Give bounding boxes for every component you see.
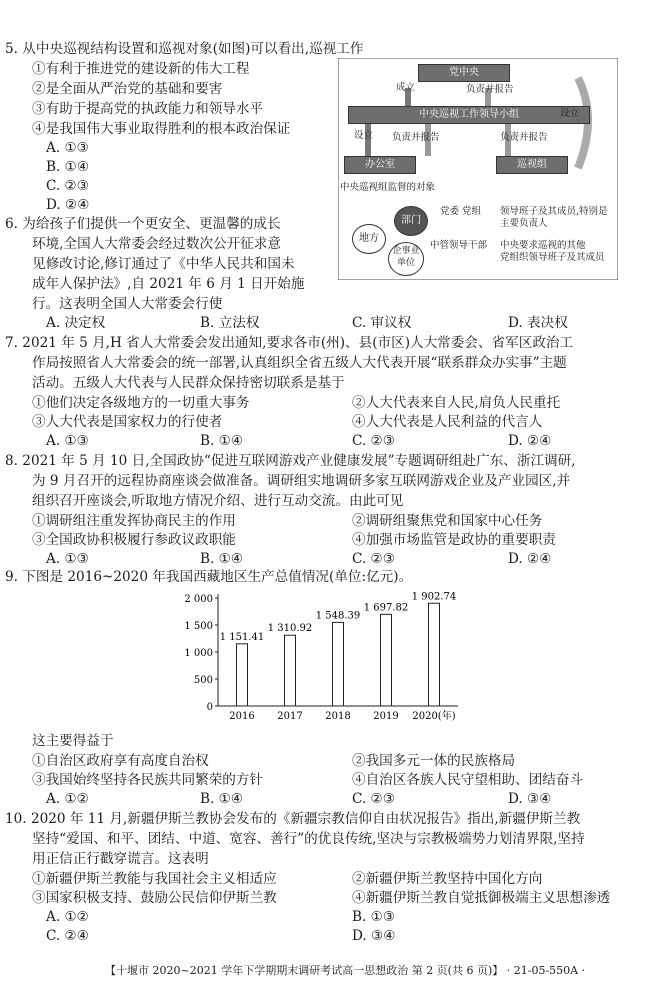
q6-line-2: 环境,全国人大常委会经过数次公开征求意 xyxy=(32,236,282,252)
bar xyxy=(381,614,392,706)
q8-item-4: ④加强市场监管是政协的重要职责 xyxy=(352,532,556,548)
q9-option-b: B. ①④ xyxy=(200,791,244,807)
bar xyxy=(285,635,296,706)
q7-option-d: D. ②④ xyxy=(508,433,552,449)
q8-item-2: ②调研组聚焦党和国家中心任务 xyxy=(352,513,543,529)
q7-item-4: ④人大代表是人民利益的代言人 xyxy=(352,414,543,430)
q10-item-2: ②新疆伊斯兰教坚持中国化方向 xyxy=(352,871,543,887)
party-committee-label: 党委 党组 xyxy=(440,206,482,217)
q8-option-d: D. ②④ xyxy=(508,551,552,567)
q7-option-b: B. ①④ xyxy=(200,433,244,449)
q7-line-3: 活动。五级人大代表与人民群众保持密切联系是基于 xyxy=(32,375,345,391)
label-establish-3: 设立 xyxy=(560,108,580,119)
gdp-bar-chart xyxy=(178,586,478,726)
q9-after: 这主要得益于 xyxy=(32,733,114,749)
local-circle: 地方 xyxy=(352,224,386,254)
dept-circle: 部门 xyxy=(394,206,428,236)
q5-stem: 5. 从中央巡视结构设置和巡视对象(如图)可以看出,巡视工作 xyxy=(5,41,364,57)
q6-line-5: 行。这表明全国人大常委会行使 xyxy=(32,296,223,312)
other-label-b: 党组织领导班子及其成员 xyxy=(500,252,605,263)
q6-option-a: A. 决定权 xyxy=(46,315,106,331)
q10-item-3: ③国家积极支持、鼓励公民信仰伊斯兰教 xyxy=(32,890,277,906)
q7-line-1: 7. 2021 年 5 月,H 省人大常委会发出通知,要求各市(州)、县(市区)人大常委会、省军区政治工 xyxy=(5,335,574,351)
q6-line-1: 6. 为给孩子们提供一个更安全、更温馨的成长 xyxy=(5,216,281,232)
q9-option-d: D. ③④ xyxy=(508,791,552,807)
enterprise-circle: 企事业单位 xyxy=(388,242,424,276)
q8-item-1: ①调研组注重发挥协商民主的作用 xyxy=(32,513,236,529)
q9-option-c: C. ②③ xyxy=(352,791,395,807)
q9-item-1: ①自治区政府享有高度自治权 xyxy=(32,753,209,769)
q5-option-b: B. ①④ xyxy=(46,159,90,175)
q8-option-b: B. ①④ xyxy=(200,551,244,567)
q7-item-1: ①他们决定各级地方的一切重大事务 xyxy=(32,395,250,411)
y-tick-label: 1 000 xyxy=(184,648,213,659)
q10-option-d: D. ③④ xyxy=(352,928,396,944)
q6-option-c: C. 审议权 xyxy=(352,315,412,331)
q5-item-4: ④是我国伟大事业取得胜利的根本政治保证 xyxy=(32,121,291,137)
q10-item-4: ④新疆伊斯兰教自觉抵御极端主义思想渗透 xyxy=(352,890,611,906)
q7-item-3: ③人大代表是国家权力的行使者 xyxy=(32,414,223,430)
label-report-2: 负责并报告 xyxy=(392,132,440,143)
q5-inspection-diagram xyxy=(338,58,618,280)
bar xyxy=(333,622,344,706)
q8-line-2: 为 9 月召开的远程协商座谈会做准备。调研组实地调研多家互联网游戏企业及产业园区,并 xyxy=(32,473,571,489)
chart-svg xyxy=(178,586,478,726)
q10-line-1: 10. 2020 年 11 月,新疆伊斯兰教协会发布的《新疆宗教信仰自由状况报告》指出,新疆伊斯兰教 xyxy=(5,811,581,827)
y-tick-label: 2 000 xyxy=(184,594,213,605)
bar xyxy=(429,603,440,706)
q10-line-3: 用正信正行戳穿谎言。这表明 xyxy=(32,851,209,867)
q8-option-c: C. ②③ xyxy=(352,551,395,567)
leaders-label-a: 领导班子及其成员,特别是 xyxy=(500,206,608,217)
q7-option-c: C. ②③ xyxy=(352,433,395,449)
page-footer: 【十堰市 2020~2021 学年下学期期末调研考试高一思想政治 第 2 页(共 6 页)】 · 21-05-550A · xyxy=(105,964,586,977)
q7-line-2: 作局按照省人大常委会的统一部署,认真组织全省五级人大代表开展“联系群众办实事”主题 xyxy=(32,355,567,371)
q10-option-b: B. ①③ xyxy=(352,909,396,925)
q9-option-a: A. ①② xyxy=(46,791,89,807)
office-box: 办公室 xyxy=(344,156,416,174)
x-tick-label: 2018 xyxy=(325,711,351,722)
cadre-label: 中管领导干部 xyxy=(430,240,488,251)
q7-option-a: A. ①③ xyxy=(46,433,89,449)
y-tick-label: 1 500 xyxy=(184,621,213,632)
q6-option-b: B. 立法权 xyxy=(200,315,260,331)
q10-option-a: A. ①② xyxy=(46,909,89,925)
data-label: 1 151.41 xyxy=(219,631,265,643)
q10-item-1: ①新疆伊斯兰教能与我国社会主义相适应 xyxy=(32,871,277,887)
data-label: 1 697.82 xyxy=(363,602,409,614)
q7-item-2: ②人大代表来自人民,肩负人民重托 xyxy=(352,395,561,411)
x-tick-label: 2016 xyxy=(229,711,255,722)
x-tick-label: 2020(年) xyxy=(412,711,456,722)
q9-item-2: ②我国多元一体的民族格局 xyxy=(352,753,516,769)
leading-group-box: 中央巡视工作领导小组 xyxy=(348,106,590,124)
data-label: 1 902.74 xyxy=(411,591,457,603)
party-center-box: 党中央 xyxy=(418,64,510,82)
leaders-label-b: 主要负责人 xyxy=(500,218,548,229)
other-label-a: 中央要求巡视的其他 xyxy=(500,240,586,251)
q5-option-d: D. ②④ xyxy=(46,197,90,213)
data-label: 1 310.92 xyxy=(267,623,313,635)
q9-item-4: ④自治区各族人民守望相助、团结奋斗 xyxy=(352,772,584,788)
q6-line-4: 成年人保护法》,自 2021 年 6 月 1 日开始施 xyxy=(32,276,305,292)
q8-item-3: ③全国政协积极履行参政议政职能 xyxy=(32,532,236,548)
x-tick-label: 2019 xyxy=(373,711,399,722)
bar xyxy=(237,644,248,706)
q9-item-3: ③我国始终坚持各民族共同繁荣的方针 xyxy=(32,772,264,788)
q5-option-c: C. ②③ xyxy=(46,178,89,194)
q8-line-1: 8. 2021 年 5 月 10 日,全国政协“促进互联网游戏产业健康发展”专题调研组赴广东、浙江调研, xyxy=(5,453,576,469)
y-tick-label: 500 xyxy=(193,675,213,686)
objects-label: 中央巡视组监督的对象 xyxy=(340,182,436,193)
q8-line-3: 组织召开座谈会,听取地方情况介绍、进行互动交流。由此可见 xyxy=(32,493,404,509)
q5-item-2: ②是全面从严治党的基础和要害 xyxy=(32,81,223,97)
x-tick-label: 2017 xyxy=(277,711,303,722)
label-establish-1: 成立 xyxy=(396,82,416,93)
q10-line-2: 坚持“爱国、和平、团结、中道、宽容、善行”的优良传统,坚决与宗教极端势力划清界限,坚持 xyxy=(32,831,585,847)
y-tick-label: 0 xyxy=(206,702,213,713)
q5-item-3: ③有助于提高党的执政能力和领导水平 xyxy=(32,101,264,117)
inspection-team-box: 巡视组 xyxy=(496,156,568,174)
q6-option-d: D. 表决权 xyxy=(508,315,568,331)
label-report-1: 负责并报告 xyxy=(466,84,514,95)
q8-option-a: A. ①③ xyxy=(46,551,89,567)
q9-stem: 9. 下图是 2016~2020 年我国西藏地区生产总值情况(单位:亿元)。 xyxy=(5,569,413,585)
q5-item-1: ①有利于推进党的建设新的伟大工程 xyxy=(32,61,250,77)
q6-line-3: 见修改讨论,修订通过了《中华人民共和国未 xyxy=(32,256,295,272)
label-establish-2: 设立 xyxy=(354,130,374,141)
data-label: 1 548.39 xyxy=(315,610,361,622)
q5-option-a: A. ①③ xyxy=(46,140,89,156)
label-report-3: 负责并报告 xyxy=(500,132,548,143)
q10-option-c: C. ②④ xyxy=(46,928,89,944)
